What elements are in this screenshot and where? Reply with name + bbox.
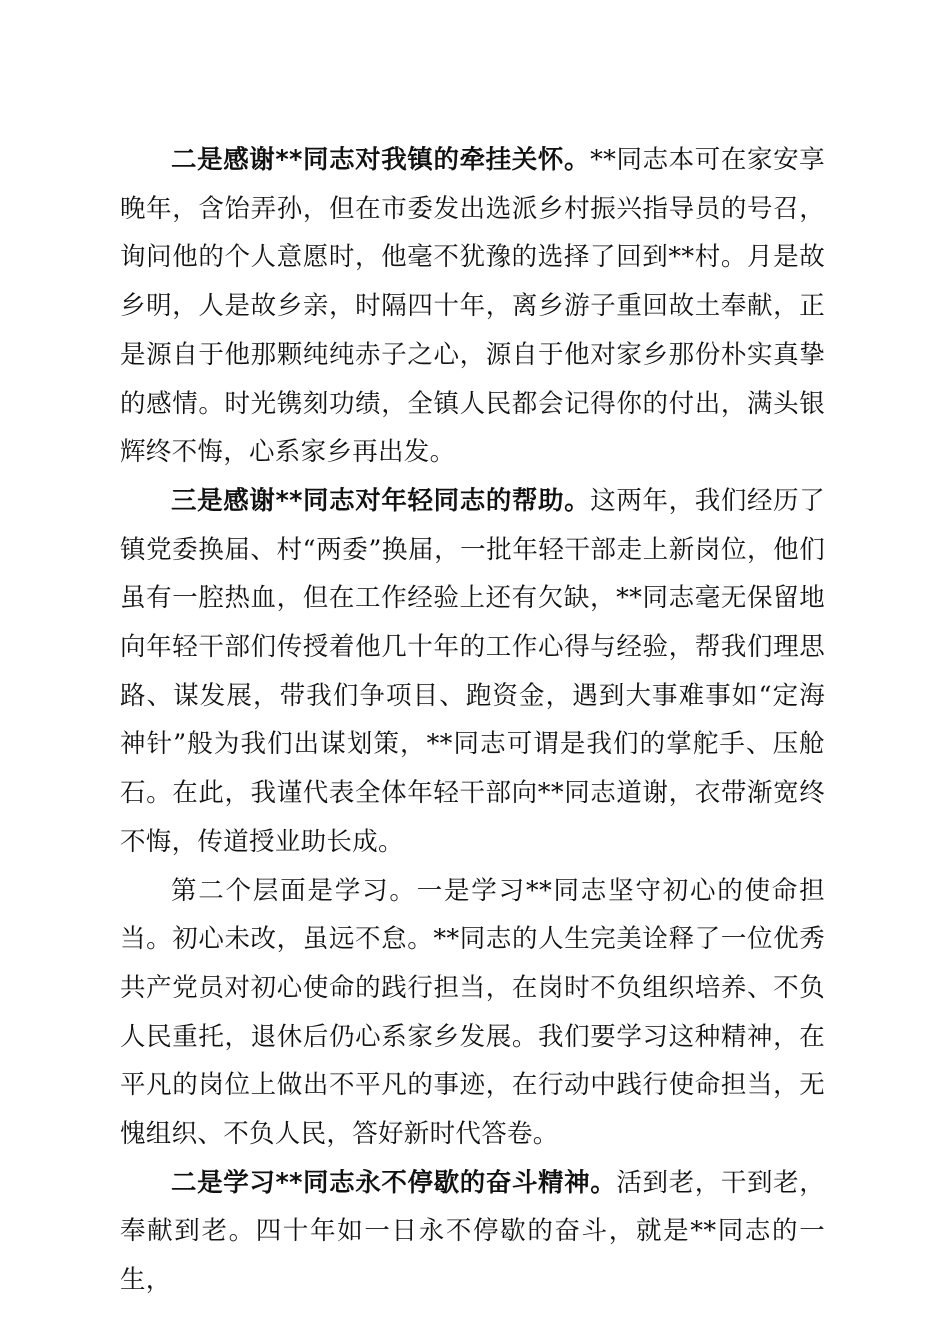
paragraph-lead: 二是学习**同志永不停歇的奋斗精神。: [171, 1167, 617, 1198]
paragraph-text: 活到老，干到老，奉献到老。四十年如一日永不停歇的奋斗，就是**同志的一生，: [120, 1167, 825, 1296]
paragraph-thanks-care: [120, 136, 825, 477]
paragraph-text: 第二个层面是学习。一是学习**同志坚守初心的使命担当。初心未改，虽远不怠。**同志的人生完美诠释了一位优秀共产党员对初心使命的践行担当，在岗时不负组织培养、不负人民重托，退休后仍心系家乡发展。我们要学习这种精神，在平凡的岗位上做出不平凡的事迹，在行动中践行使命担当，无愧组织、不负人民，答好新时代答卷。: [120, 875, 825, 1150]
paragraph-text: **同志本可在家安享晚年，含饴弄孙，但在市委发出选派乡村振兴指导员的号召，询问他的个人意愿时，他毫不犹豫的选择了回到**村。月是故乡明，人是故乡亲，时隔四十年，离乡游子重回故土奉献，正是源自于他那颗纯纯赤子之心，源自于他对家乡那份朴实真挚的感情。时光镌刻功绩，全镇人民都会记得你的付出，满头银辉终不悔，心系家乡再出发。: [120, 145, 825, 468]
paragraph-learning-mission: [120, 867, 825, 1159]
paragraph-learning-spirit: [120, 1159, 825, 1305]
paragraph-lead: 三是感谢**同志对年轻同志的帮助。: [171, 485, 591, 516]
document-body: [120, 136, 825, 1305]
paragraph-thanks-help: [120, 477, 825, 867]
paragraph-text: 这两年，我们经历了镇党委换届、村“两委”换届，一批年轻干部走上新岗位，他们虽有一腔热血，但在工作经验上还有欠缺，**同志毫无保留地向年轻干部们传授着他几十年的工作心得与经验，帮我们理思路、谋发展，带我们争项目、跑资金，遇到大事难事如“定海神针”般为我们出谋划策，**同志可谓是我们的掌舵手、压舱石。在此，我谨代表全体年轻干部向**同志道谢，衣带渐宽终不悔，传道授业助长成。: [120, 485, 826, 857]
paragraph-lead: 二是感谢**同志对我镇的牵挂关怀。: [171, 145, 591, 175]
